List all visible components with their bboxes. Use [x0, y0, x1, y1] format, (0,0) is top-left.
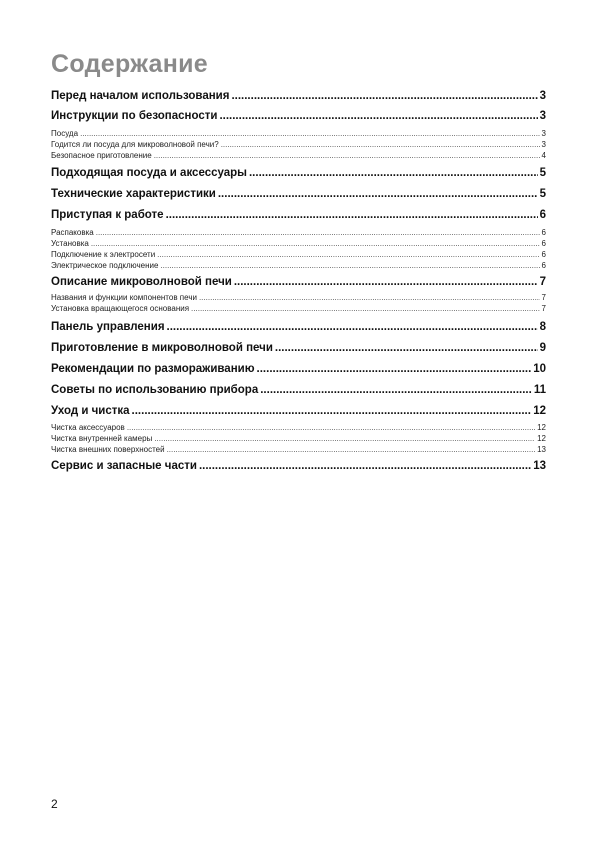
toc-leader-dots: [160, 261, 539, 270]
toc-entry-page: 3: [541, 140, 546, 149]
toc-entry-label: Безопасное приготовление: [51, 151, 152, 160]
toc-entry-page: 3: [539, 90, 546, 102]
toc-leader-dots: [218, 188, 538, 200]
toc-entry-label: Приступая к работе: [51, 209, 164, 221]
toc-entry-page: 7: [541, 304, 546, 313]
toc-leader-dots: [167, 321, 538, 333]
toc-entry-label: Названия и функции компонентов печи: [51, 293, 197, 302]
toc-leader-dots: [221, 140, 540, 149]
toc-subentry[interactable]: [51, 228, 546, 239]
toc-leader-dots: [275, 342, 538, 354]
toc-subentry[interactable]: [51, 239, 546, 250]
toc-entry-page: 7: [541, 293, 546, 302]
toc-entry-page: 9: [539, 342, 546, 354]
toc-entry-page: 12: [537, 434, 546, 443]
toc-entry[interactable]: [51, 363, 546, 377]
toc-entry-label: Технические характеристики: [51, 188, 216, 200]
toc-leader-dots: [260, 384, 532, 396]
toc-entry-label: Панель управления: [51, 321, 165, 333]
toc-entry-label: Подходящая посуда и аксессуары: [51, 167, 247, 179]
toc-entry-label: Описание микроволновой печи: [51, 276, 232, 288]
toc-subentry[interactable]: [51, 423, 546, 434]
toc-entry-label: Перед началом использования: [51, 90, 230, 102]
toc-entry-page: 11: [533, 384, 546, 396]
toc-leader-dots: [157, 250, 539, 259]
toc-entry[interactable]: [51, 384, 546, 398]
toc-entry-page: 4: [541, 151, 546, 160]
toc-entry-label: Приготовление в микроволновой печи: [51, 342, 273, 354]
toc-subentry[interactable]: [51, 151, 546, 162]
toc-entry-label: Чистка аксессуаров: [51, 423, 125, 432]
toc-entry-label: Годится ли посуда для микроволновой печи?: [51, 140, 219, 149]
toc-entry-page: 13: [537, 445, 546, 454]
toc-entry[interactable]: [51, 276, 546, 290]
toc-entry-page: 8: [539, 321, 546, 333]
toc-entry[interactable]: [51, 209, 546, 223]
toc-entry-page: 7: [539, 276, 546, 288]
toc-leader-dots: [96, 228, 540, 237]
page-number: 2: [51, 797, 58, 811]
toc-entry-label: Рекомендации по размораживанию: [51, 363, 255, 375]
table-of-contents: [51, 85, 546, 474]
toc-entry-label: Установка вращающегося основания: [51, 304, 190, 313]
toc-entry-page: 6: [541, 239, 546, 248]
toc-entry[interactable]: [51, 460, 546, 474]
toc-entry-label: Распаковка: [51, 228, 94, 237]
toc-leader-dots: [127, 423, 535, 432]
toc-leader-dots: [234, 276, 538, 288]
toc-entry-label: Подключение к электросети: [51, 250, 156, 259]
page-title: Содержание: [51, 50, 209, 78]
toc-entry[interactable]: [51, 321, 546, 335]
toc-leader-dots: [167, 445, 536, 454]
toc-leader-dots: [166, 209, 538, 221]
toc-subentry[interactable]: [51, 445, 546, 456]
toc-entry-label: Посуда: [51, 129, 79, 138]
toc-leader-dots: [257, 363, 532, 375]
toc-subentry[interactable]: [51, 293, 546, 304]
toc-entry-label: Инструкции по безопасности: [51, 110, 218, 122]
toc-entry[interactable]: [51, 110, 546, 124]
toc-subentry[interactable]: [51, 304, 546, 315]
toc-leader-dots: [249, 167, 538, 179]
toc-entry[interactable]: [51, 342, 546, 356]
toc-leader-dots: [154, 434, 535, 443]
toc-subentry[interactable]: [51, 140, 546, 151]
toc-entry[interactable]: [51, 405, 546, 419]
toc-entry-page: 3: [541, 129, 546, 138]
toc-leader-dots: [80, 129, 539, 138]
toc-entry-page: 12: [537, 423, 546, 432]
toc-entry-page: 5: [539, 188, 546, 200]
toc-entry-page: 6: [541, 261, 546, 270]
toc-subentry[interactable]: [51, 250, 546, 261]
toc-entry-label: Уход и чистка: [51, 405, 130, 417]
toc-leader-dots: [154, 151, 540, 160]
toc-leader-dots: [199, 460, 531, 472]
toc-entry-page: 13: [533, 460, 546, 472]
toc-entry-page: 6: [541, 250, 546, 259]
toc-entry-page: 6: [539, 209, 546, 221]
toc-leader-dots: [231, 90, 537, 102]
toc-entry-label: Советы по использованию прибора: [51, 384, 259, 396]
toc-subentry[interactable]: [51, 261, 546, 272]
toc-subentry[interactable]: [51, 434, 546, 445]
toc-entry-page: 10: [533, 363, 546, 375]
toc-entry-page: 5: [539, 167, 546, 179]
toc-leader-dots: [191, 304, 540, 313]
toc-entry[interactable]: [51, 188, 546, 202]
toc-entry-label: Чистка внешних поверхностей: [51, 445, 165, 454]
toc-subentry[interactable]: [51, 129, 546, 140]
toc-leader-dots: [219, 110, 537, 122]
toc-entry[interactable]: [51, 90, 546, 104]
toc-leader-dots: [132, 405, 532, 417]
toc-leader-dots: [199, 293, 540, 302]
toc-entry[interactable]: [51, 167, 546, 181]
toc-entry-page: 12: [533, 405, 546, 417]
toc-entry-label: Сервис и запасные части: [51, 460, 197, 472]
toc-entry-page: 3: [539, 110, 546, 122]
toc-entry-label: Установка: [51, 239, 89, 248]
toc-entry-label: Электрическое подключение: [51, 261, 159, 270]
toc-entry-label: Чистка внутренней камеры: [51, 434, 153, 443]
toc-entry-page: 6: [541, 228, 546, 237]
toc-leader-dots: [91, 239, 540, 248]
